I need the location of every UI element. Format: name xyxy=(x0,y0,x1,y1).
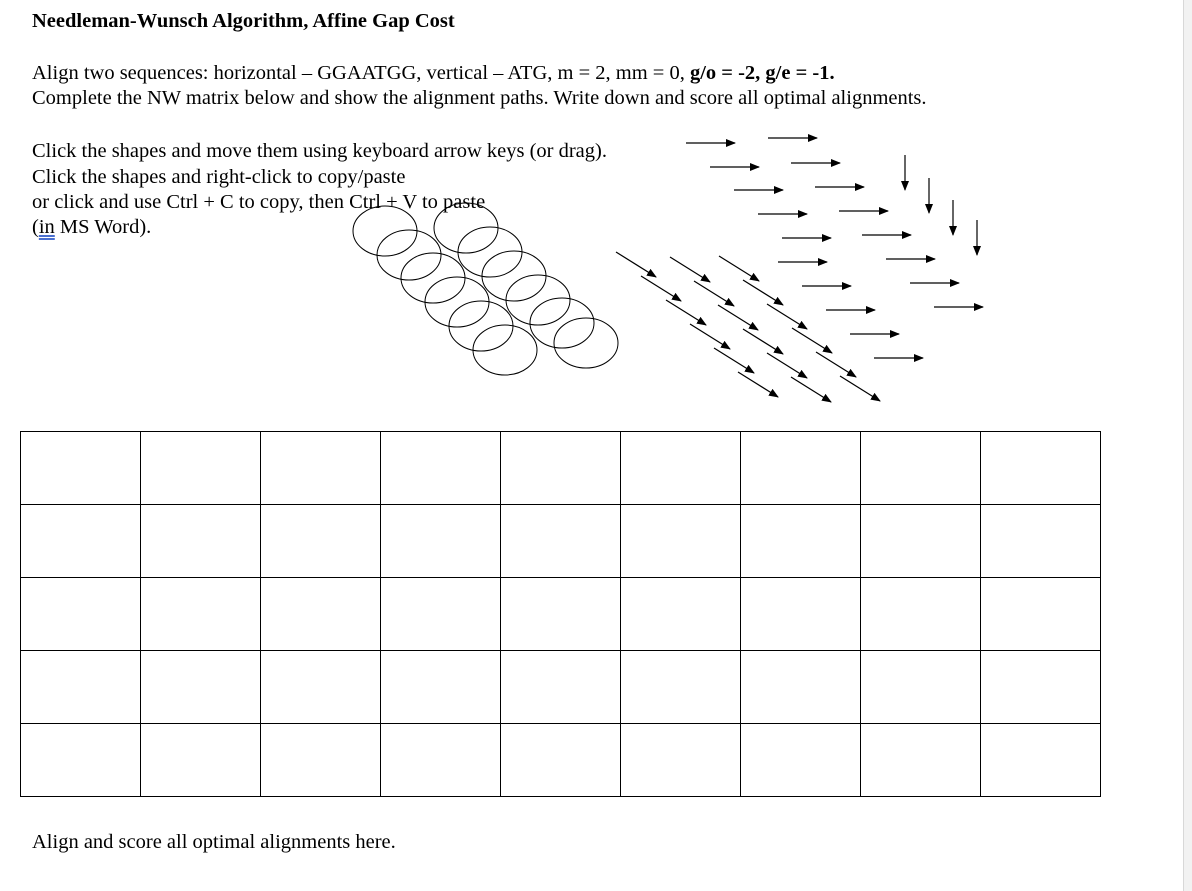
in-word: in xyxy=(38,216,55,238)
movable-ellipse[interactable] xyxy=(425,277,489,327)
ms-word-text: MS Word). xyxy=(54,216,152,238)
matrix-cell[interactable] xyxy=(621,651,741,724)
matrix-cell[interactable] xyxy=(21,505,141,578)
movable-ellipse[interactable] xyxy=(554,318,618,368)
matrix-cell[interactable] xyxy=(741,651,861,724)
matrix-cell[interactable] xyxy=(141,505,261,578)
matrix-cell[interactable] xyxy=(21,651,141,724)
matrix-cell[interactable] xyxy=(381,432,501,505)
diagonal-arrow[interactable] xyxy=(816,352,856,377)
matrix-cell[interactable] xyxy=(981,651,1101,724)
diagonal-arrow[interactable] xyxy=(767,304,807,329)
shape-help-line-3: or click and use Ctrl + C to copy, then Ctrl + V to paste xyxy=(32,191,486,213)
diagonal-arrow[interactable] xyxy=(719,256,759,281)
matrix-cell[interactable] xyxy=(861,505,981,578)
matrix-cell[interactable] xyxy=(621,578,741,651)
shape-help-line-1: Click the shapes and move them using keyboard arrow keys (or drag). xyxy=(32,140,607,162)
matrix-cell[interactable] xyxy=(741,432,861,505)
matrix-cell[interactable] xyxy=(261,432,381,505)
matrix-row xyxy=(21,578,1101,651)
page-title: Needleman-Wunsch Algorithm, Affine Gap Cost xyxy=(32,10,455,32)
diagonal-arrow[interactable] xyxy=(641,276,681,301)
matrix-cell[interactable] xyxy=(981,432,1101,505)
shape-help-line-2: Click the shapes and right-click to copy/paste xyxy=(32,166,406,188)
matrix-cell[interactable] xyxy=(621,505,741,578)
movable-shapes-area xyxy=(0,0,1192,420)
matrix-cell[interactable] xyxy=(741,505,861,578)
matrix-cell[interactable] xyxy=(501,505,621,578)
instruction-line-2: Complete the NW matrix below and show the alignment paths. Write down and score all optimal alignments. xyxy=(32,87,927,109)
matrix-cell[interactable] xyxy=(141,651,261,724)
matrix-cell[interactable] xyxy=(21,578,141,651)
matrix-cell[interactable] xyxy=(981,724,1101,797)
matrix-cell[interactable] xyxy=(501,578,621,651)
matrix-cell[interactable] xyxy=(741,724,861,797)
alignment-instruction: Align and score all optimal alignments here. xyxy=(32,831,396,853)
movable-ellipse[interactable] xyxy=(377,230,441,280)
diagonal-arrow[interactable] xyxy=(743,329,783,354)
movable-ellipse[interactable] xyxy=(530,298,594,348)
matrix-cell[interactable] xyxy=(21,432,141,505)
matrix-cell[interactable] xyxy=(501,651,621,724)
matrix-cell[interactable] xyxy=(141,578,261,651)
matrix-cell[interactable] xyxy=(861,578,981,651)
matrix-cell[interactable] xyxy=(861,432,981,505)
diagonal-arrow[interactable] xyxy=(738,372,778,397)
matrix-row xyxy=(21,651,1101,724)
matrix-cell[interactable] xyxy=(141,724,261,797)
diagonal-arrow[interactable] xyxy=(714,348,754,373)
matrix-cell[interactable] xyxy=(621,724,741,797)
matrix-cell[interactable] xyxy=(261,651,381,724)
matrix-cell[interactable] xyxy=(261,724,381,797)
matrix-cell[interactable] xyxy=(621,432,741,505)
movable-ellipse[interactable] xyxy=(353,206,417,256)
paren-open: ( xyxy=(32,216,39,238)
diagonal-arrow[interactable] xyxy=(791,377,831,402)
diagonal-arrow[interactable] xyxy=(718,305,758,330)
diagonal-arrow[interactable] xyxy=(694,281,734,306)
movable-ellipse[interactable] xyxy=(434,203,498,253)
diagonal-arrow[interactable] xyxy=(792,328,832,353)
diagonal-arrow[interactable] xyxy=(690,324,730,349)
movable-ellipse[interactable] xyxy=(401,253,465,303)
matrix-cell[interactable] xyxy=(981,505,1101,578)
movable-ellipse[interactable] xyxy=(506,275,570,325)
matrix-cell[interactable] xyxy=(981,578,1101,651)
matrix-cell[interactable] xyxy=(261,505,381,578)
movable-ellipse[interactable] xyxy=(473,325,537,375)
instruction-sequences: Align two sequences: horizontal – GGAATGG, vertical – ATG, m = 2, mm = 0, xyxy=(32,62,690,84)
matrix-cell[interactable] xyxy=(861,651,981,724)
matrix-cell[interactable] xyxy=(381,651,501,724)
movable-ellipse[interactable] xyxy=(482,251,546,301)
matrix-row xyxy=(21,724,1101,797)
nw-matrix xyxy=(20,431,1101,797)
matrix-cell[interactable] xyxy=(501,724,621,797)
page-edge xyxy=(1183,0,1192,891)
matrix-cell[interactable] xyxy=(261,578,381,651)
matrix-row xyxy=(21,432,1101,505)
movable-ellipse[interactable] xyxy=(449,301,513,351)
diagonal-arrow[interactable] xyxy=(670,257,710,282)
diagonal-arrow[interactable] xyxy=(616,252,656,277)
matrix-cell[interactable] xyxy=(741,578,861,651)
diagonal-arrow[interactable] xyxy=(743,280,783,305)
matrix-cell[interactable] xyxy=(501,432,621,505)
diagonal-arrow[interactable] xyxy=(840,376,880,401)
diagonal-arrow[interactable] xyxy=(767,353,807,378)
instruction-gap-params: g/o = -2, g/e = -1. xyxy=(689,62,835,84)
matrix-cell[interactable] xyxy=(381,578,501,651)
matrix-cell[interactable] xyxy=(21,724,141,797)
matrix-cell[interactable] xyxy=(141,432,261,505)
matrix-cell[interactable] xyxy=(861,724,981,797)
matrix-row xyxy=(21,505,1101,578)
matrix-cell[interactable] xyxy=(381,505,501,578)
diagonal-arrow[interactable] xyxy=(666,300,706,325)
matrix-cell[interactable] xyxy=(381,724,501,797)
movable-ellipse[interactable] xyxy=(458,227,522,277)
